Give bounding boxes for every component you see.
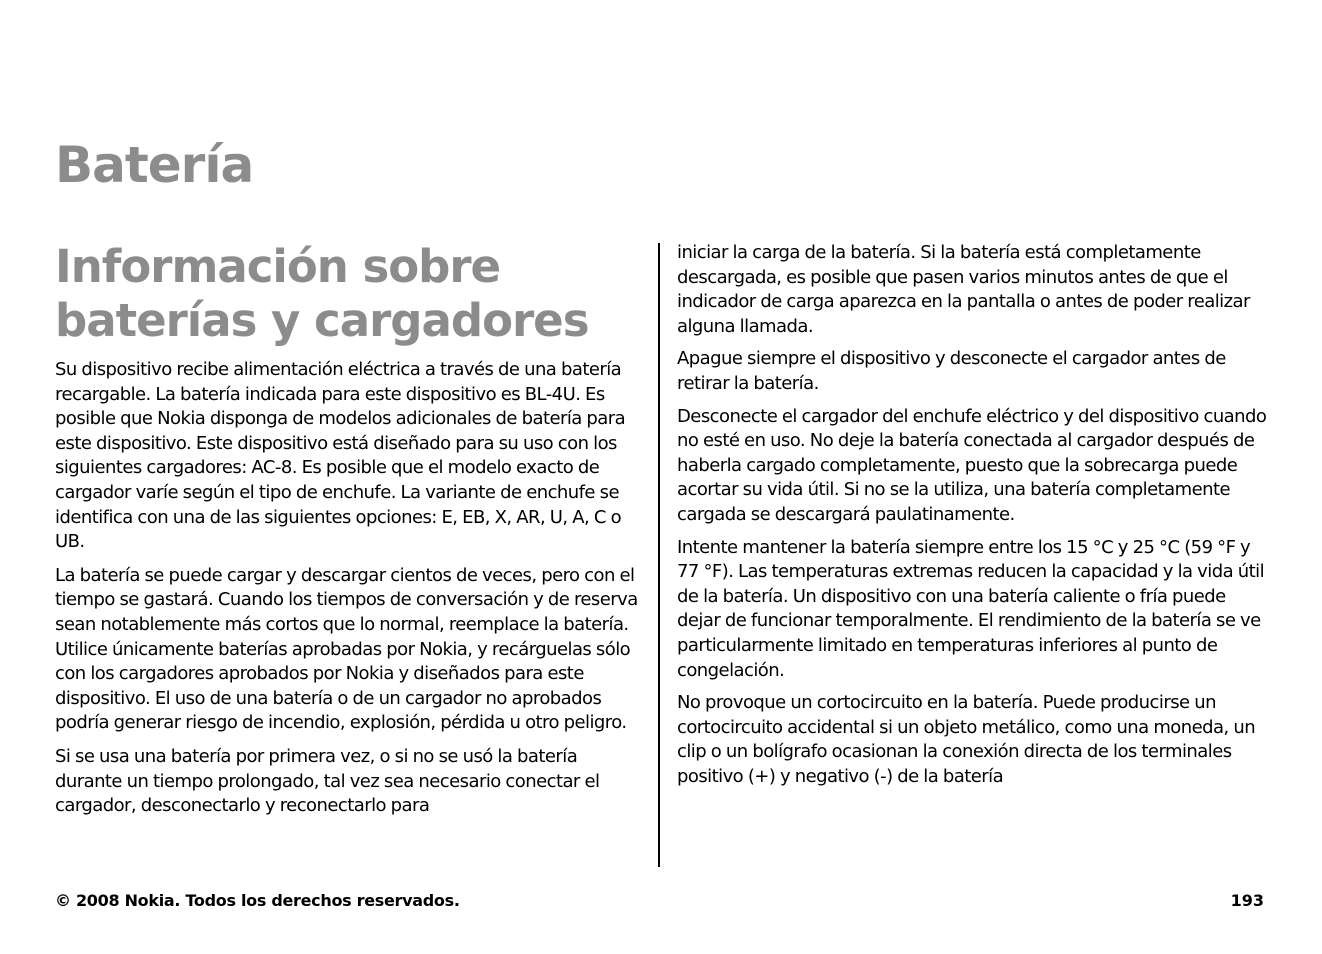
paragraph: Apague siempre el dispositivo y desconecte el cargador antes de retirar la batería. <box>677 348 1226 394</box>
left-column <box>55 240 645 828</box>
paragraph: Si se usa una batería por primera vez, o si no se usó la batería durante un tiempo prolongado, tal vez sea necesario conectar el cargador, desconectarlo y reconectarlo para <box>55 745 600 817</box>
paragraph: Su dispositivo recibe alimentación eléctrica a través de una batería recargable. La batería indicada para este dispositivo es BL-4U. Es posible que Nokia disponga de modelos adicionales de batería para este dispositivo. Este dispositivo está diseñado para su uso con los siguientes cargadores: AC-8. Es posible que el modelo exacto de cargador varíe según el tipo de enchufe. La variante de enchufe se identifica con una de las siguientes opciones: E, EB, X, AR, U, A, C o UB. <box>55 359 626 553</box>
paragraph: iniciar la carga de la batería. Si la batería está completamente descargada, es posible que pasen varios minutos antes de que el indicador de carga aparezca en la pantalla o antes de poder realizar alguna llamada. <box>677 242 1250 337</box>
chapter-title: Batería <box>55 136 254 194</box>
paragraph: La batería se puede cargar y descargar cientos de veces, pero con el tiempo se gastará. Cuando los tiempos de conversación y de reserva sean notablemente más cortos que lo normal, reemplace la batería. Utilice únicamente baterías aprobadas por Nokia, y recárguelas sólo con los cargadores aprobados por Nokia y diseñados para este dispositivo. El uso de una batería o de un cargador no aprobados podría generar riesgo de incendio, explosión, pérdida u otro peligro. <box>55 564 638 734</box>
right-column <box>677 241 1267 797</box>
column-divider <box>658 243 660 867</box>
section-heading-line-1: Información sobre <box>55 240 501 293</box>
footer-copyright: © 2008 Nokia. Todos los derechos reservados. <box>55 891 460 910</box>
paragraph: No provoque un cortocircuito en la batería. Puede producirse un cortocircuito accidental si un objeto metálico, como una moneda, un clip o un bolígrafo ocasionan la conexión directa de los terminales positivo (+) y negativo (-) de la batería <box>677 692 1256 787</box>
section-heading-line-2: baterías y cargadores <box>55 294 589 347</box>
paragraph: Intente mantener la batería siempre entre los 15 °C y 25 °C (59 °F y 77 °F). Las temperaturas extremas reducen la capacidad y la vida útil de la batería. Un dispositivo con una batería caliente o fría puede dejar de funcionar temporalmente. El rendimiento de la batería se ve particularmente limitado en temperaturas inferiores al punto de congelación. <box>677 536 1265 681</box>
paragraph: Desconecte el cargador del enchufe eléctrico y del dispositivo cuando no esté en uso. No deje la batería conectada al cargador después de haberla cargado completamente, puesto que la sobrecarga puede acortar su vida útil. Si no se la utiliza, una batería completamente cargada se descargará paulatinamente. <box>677 405 1267 525</box>
page-number: 193 <box>1230 891 1264 910</box>
section-heading <box>55 240 645 348</box>
